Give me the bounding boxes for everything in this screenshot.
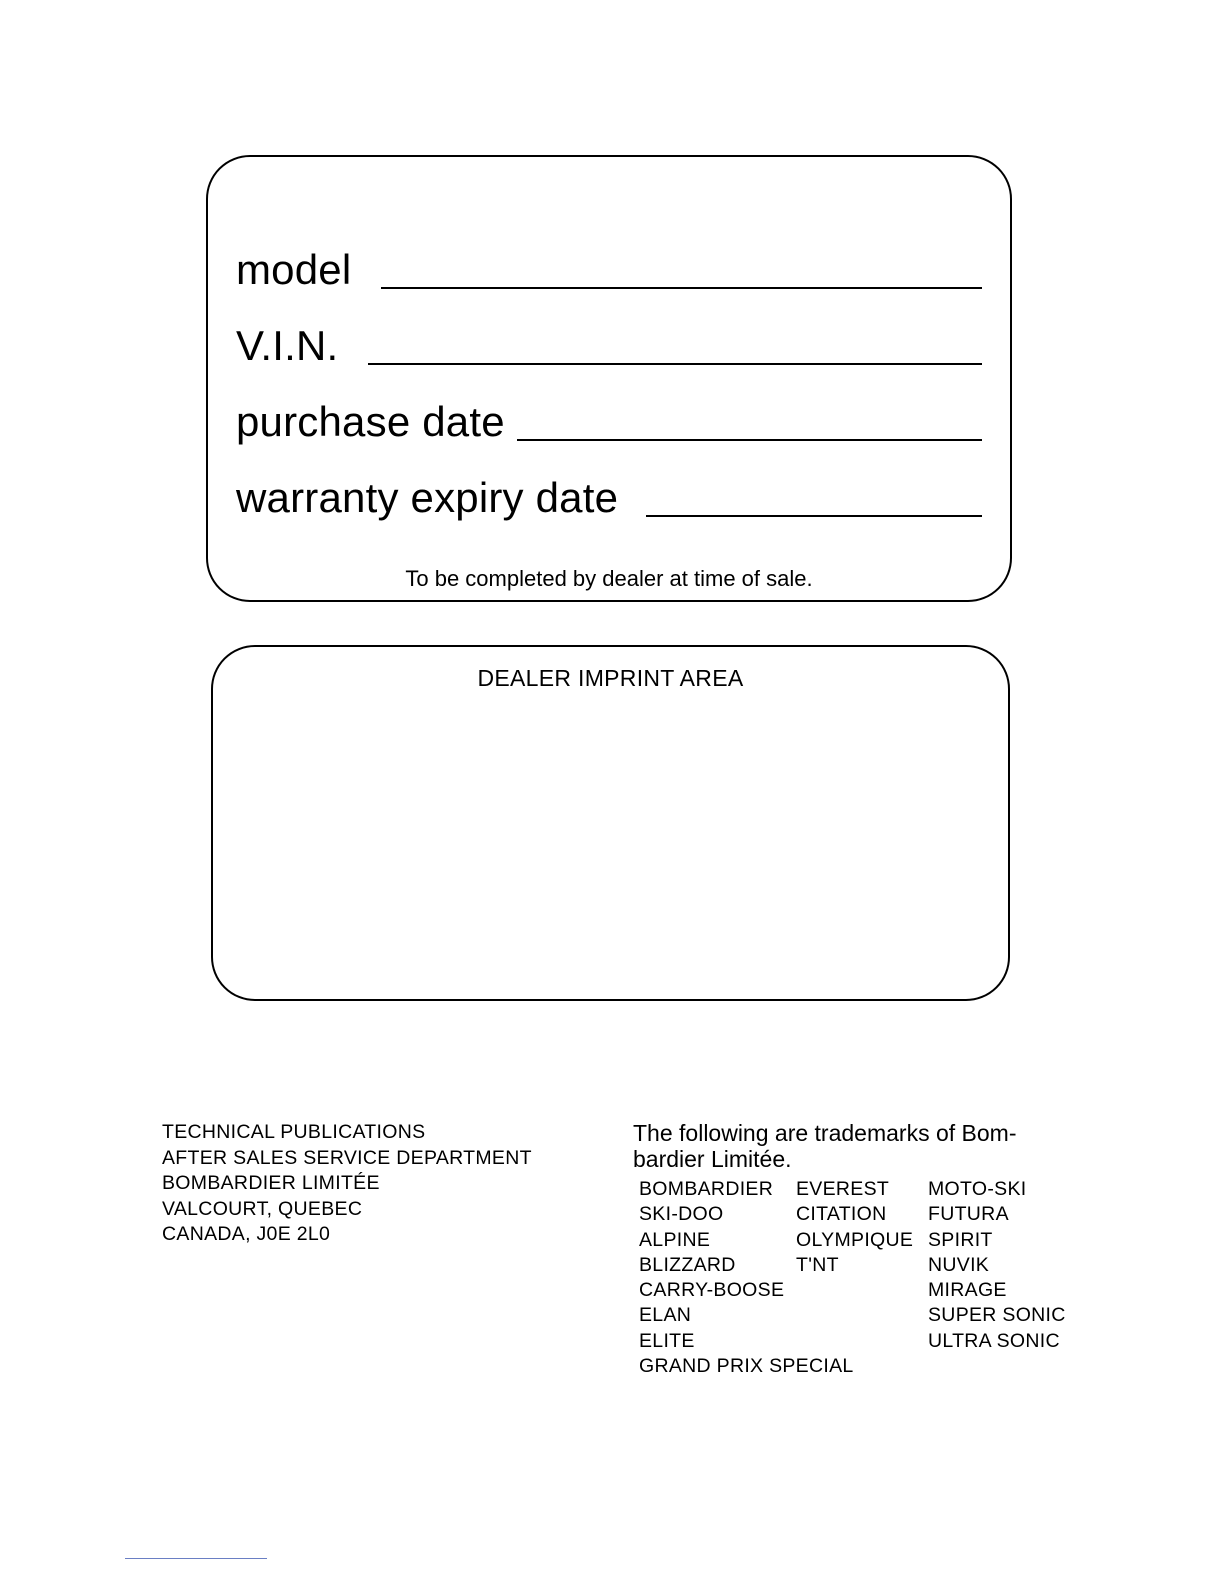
bottom-divider xyxy=(125,1558,267,1559)
model-label: model xyxy=(236,246,352,293)
trademark-item: BLIZZARD xyxy=(639,1253,736,1276)
publisher-address xyxy=(162,1120,532,1248)
vin-field-row xyxy=(236,311,982,367)
trademark-item: SPIRIT xyxy=(928,1228,993,1251)
dealer-imprint-card xyxy=(211,645,1010,1001)
warranty-expiry-field-row xyxy=(236,463,982,519)
trademarks-intro-line: The following are trademarks of Bom- xyxy=(633,1120,1017,1146)
trademark-item: ULTRA SONIC xyxy=(928,1329,1060,1352)
warranty-expiry-label: warranty expiry date xyxy=(236,474,619,521)
vin-label: V.I.N. xyxy=(236,322,339,369)
warranty-expiry-blank-line[interactable] xyxy=(646,515,982,517)
warranty-info-card xyxy=(206,155,1012,602)
trademark-item: ALPINE xyxy=(639,1228,711,1251)
trademark-item: MOTO-SKI xyxy=(928,1178,1027,1200)
trademark-item: OLYMPIQUE xyxy=(796,1228,914,1251)
trademark-item: SUPER SONIC xyxy=(928,1304,1066,1327)
trademarks-column-2 xyxy=(796,1177,913,1278)
model-blank-line[interactable] xyxy=(381,287,982,289)
trademark-item: T'NT xyxy=(796,1253,839,1276)
address-line: VALCOURT, QUEBEC xyxy=(162,1197,363,1220)
trademark-item: ELITE xyxy=(639,1329,695,1352)
trademark-item: FUTURA xyxy=(928,1203,1009,1226)
dealer-imprint-title: DEALER IMPRINT AREA xyxy=(477,665,744,691)
dealer-completion-note: To be completed by dealer at time of sale. xyxy=(405,566,813,591)
trademark-item: BOMBARDIER xyxy=(639,1178,774,1200)
trademark-item: SKI-DOO xyxy=(639,1203,724,1226)
purchase-date-label: purchase date xyxy=(236,398,505,445)
trademarks-intro xyxy=(633,1120,1073,1172)
address-line: CANADA, J0E 2L0 xyxy=(162,1223,331,1245)
model-field-row xyxy=(236,235,982,291)
purchase-date-blank-line[interactable] xyxy=(517,439,982,441)
address-line: TECHNICAL PUBLICATIONS xyxy=(162,1121,426,1143)
trademarks-intro-line: bardier Limitée. xyxy=(633,1146,792,1172)
trademark-item: GRAND PRIX SPECIAL xyxy=(639,1355,854,1378)
trademark-item: CITATION xyxy=(796,1203,887,1226)
trademark-item: CARRY-BOOSE xyxy=(639,1279,785,1302)
address-line: AFTER SALES SERVICE DEPARTMENT xyxy=(162,1146,532,1169)
vin-blank-line[interactable] xyxy=(368,363,982,365)
trademark-item: EVEREST xyxy=(796,1178,890,1200)
trademark-item: NUVIK xyxy=(928,1253,990,1276)
address-line: BOMBARDIER LIMITÉE xyxy=(162,1172,380,1194)
trademarks-column-3 xyxy=(928,1177,1066,1354)
trademark-item: ELAN xyxy=(639,1304,692,1327)
trademark-item: MIRAGE xyxy=(928,1279,1007,1302)
purchase-date-field-row xyxy=(236,387,982,443)
